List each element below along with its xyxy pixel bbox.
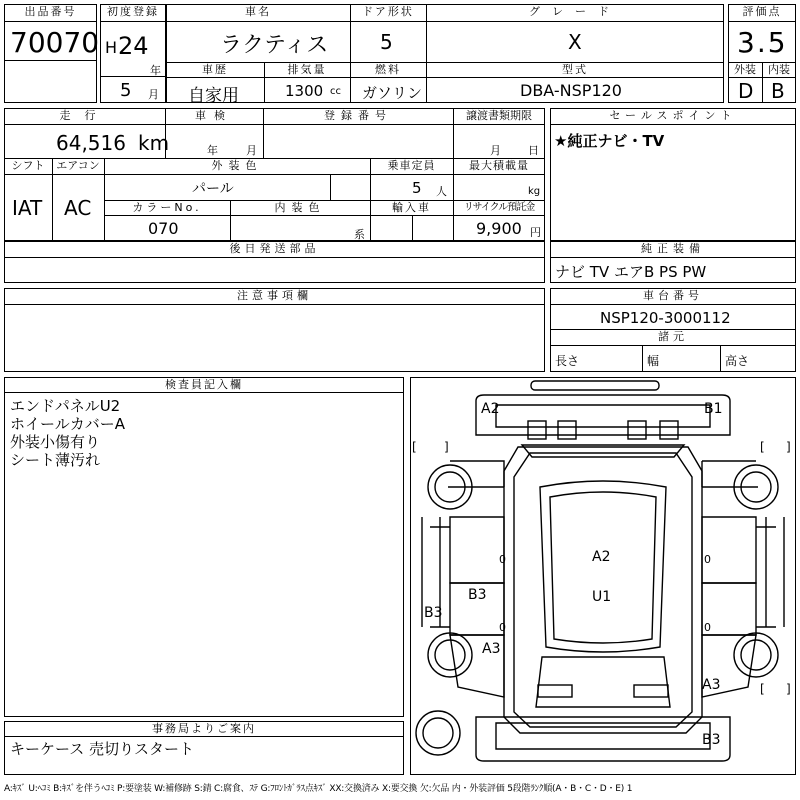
model-label: 型式 — [562, 63, 588, 76]
door-label: ドア形状 — [362, 5, 414, 18]
sales-label: セールスポイント — [609, 109, 737, 122]
bracket-right-2: ] — [786, 440, 791, 454]
office-text: キーケース 売切りスタート — [10, 740, 195, 758]
lot-number: 70070 — [10, 26, 100, 59]
model: DBA-NSP120 — [520, 81, 622, 100]
damage-mark-b3-front: B3 — [702, 732, 721, 748]
color: パール — [192, 181, 234, 197]
score-label: 評価点 — [742, 5, 782, 18]
damage-mark-b3-left: B3 — [424, 605, 443, 621]
grade-label: グレード — [529, 5, 621, 18]
load-unit: kg — [528, 186, 541, 197]
interior-label: 内装 — [768, 63, 790, 76]
damage-zero-2: 0 — [499, 621, 506, 634]
inspection-month-unit: 月 — [246, 144, 257, 157]
shift: IAT — [12, 196, 43, 220]
equipment-label: 純正装備 — [641, 242, 705, 255]
office-label: 事務局よりご案内 — [152, 722, 256, 735]
recycle: 9,900 — [476, 219, 522, 238]
damage-mark-a2-rear: A2 — [481, 401, 500, 417]
inspector-line-1: エンドパネルU2 — [10, 397, 121, 415]
history: 自家用 — [188, 86, 239, 106]
capacity-unit: 人 — [436, 185, 447, 198]
inspector-label: 検査員記入欄 — [165, 378, 243, 391]
length-label: 長さ — [555, 354, 580, 368]
load-label: 最大積載量 — [469, 159, 529, 172]
later-parts-label: 後日発送部品 — [229, 242, 320, 255]
reg-month-unit: 月 — [148, 88, 159, 101]
ac-label: エアコン — [56, 159, 100, 172]
reg-month: 5 — [120, 80, 132, 101]
damage-mark-b3-door: B3 — [468, 587, 487, 603]
mileage-label: 走行 — [59, 109, 110, 122]
car-name-label: 車名 — [245, 5, 271, 18]
bracket-right-1: ] — [444, 440, 449, 454]
damage-mark-a2-roof: A2 — [592, 549, 611, 565]
transfer-day-unit: 日 — [528, 144, 539, 157]
damage-zero-1: 0 — [499, 553, 506, 566]
bracket-left-3: [ — [760, 682, 765, 696]
chassis-label: 車台番号 — [643, 289, 703, 302]
exterior-grade: D — [738, 79, 754, 103]
color-no-label: カラーNo. — [132, 201, 202, 214]
import-label: 輸入車 — [392, 201, 431, 214]
dims-label: 諸元 — [658, 330, 688, 343]
transfer-label: 譲渡書類期限 — [466, 109, 532, 122]
inspection-year-unit: 年 — [207, 144, 218, 157]
car-damage-diagram — [410, 377, 796, 775]
exterior-label: 外装 — [734, 63, 756, 76]
registration-label: 初度登録 — [107, 5, 159, 18]
sales-text: ★純正ナビ・TV — [554, 132, 665, 150]
color-suffix: 系 — [354, 228, 365, 241]
damage-zero-4: 0 — [704, 621, 711, 634]
bracket-left-2: [ — [760, 440, 765, 454]
transfer-month-unit: 月 — [490, 144, 501, 157]
damage-mark-b1-rear: B1 — [704, 401, 723, 417]
damage-mark-a3-right: A3 — [702, 677, 721, 693]
inspector-line-4: シート薄汚れ — [10, 451, 101, 469]
color-label: 外装色 — [211, 159, 263, 172]
mileage: 64,516 — [56, 131, 126, 155]
mileage-unit: km — [138, 131, 170, 155]
inspector-line-2: ホイールカバーA — [10, 415, 125, 433]
damage-mark-a3-left: A3 — [482, 641, 501, 657]
inspection-label: 車検 — [195, 109, 233, 122]
displacement-unit: cc — [330, 86, 341, 97]
plate-label: 登録番号 — [324, 109, 392, 122]
capacity-label: 乗車定員 — [387, 159, 436, 172]
capacity: 5 — [412, 179, 422, 197]
shift-label: シフト — [11, 159, 45, 172]
sales-box — [550, 108, 796, 241]
chassis-number: NSP120-3000112 — [600, 309, 731, 327]
bracket-left-1: [ — [412, 440, 417, 454]
reg-era: H — [105, 38, 118, 57]
recycle-unit: 円 — [530, 226, 541, 239]
reg-year: 24 — [118, 32, 149, 60]
damage-zero-3: 0 — [704, 553, 711, 566]
caution-label: 注意事項欄 — [237, 289, 312, 302]
score: 3.5 — [737, 26, 788, 59]
displacement: 1300 — [285, 82, 324, 100]
recycle-label: リサイクル預託金 — [463, 202, 535, 213]
fuel: ガソリン — [362, 84, 423, 102]
fuel-label: 燃料 — [375, 63, 401, 76]
reg-year-unit: 年 — [150, 64, 161, 77]
width-label: 幅 — [647, 354, 660, 368]
legend-text: A:ｷｽﾞ U:ﾍｺﾐ B:ｷｽﾞを伴うﾍｺﾐ P:要塗装 W:補修跡 S:錆 C:腐食、ｽﾃ G:ﾌﾛﾝﾄｶﾞﾗｽ点ｷｽﾞ XX:交換済み X:要交換 欠:欠品 内・外装評価 5段階ﾗﾝｸ順(A・B・C・D・E) 1 — [4, 784, 633, 794]
equipment: ナビ TV エアB PS PW — [555, 263, 707, 281]
color-no: 070 — [148, 219, 179, 238]
car-name: ラクティス — [220, 33, 329, 58]
ac: AC — [64, 196, 92, 220]
lot-label: 出品番号 — [24, 5, 77, 18]
bracket-right-3: ] — [786, 682, 791, 696]
interior-grade: B — [771, 79, 785, 103]
history-label: 車歴 — [202, 63, 228, 76]
inspector-line-3: 外装小傷有り — [10, 433, 101, 451]
grade: X — [568, 30, 582, 54]
height-label: 高さ — [725, 354, 750, 368]
damage-mark-u1-roof: U1 — [592, 589, 612, 605]
int-color-label: 内装色 — [274, 201, 326, 214]
displacement-label: 排気量 — [287, 63, 327, 76]
doors: 5 — [380, 30, 393, 54]
